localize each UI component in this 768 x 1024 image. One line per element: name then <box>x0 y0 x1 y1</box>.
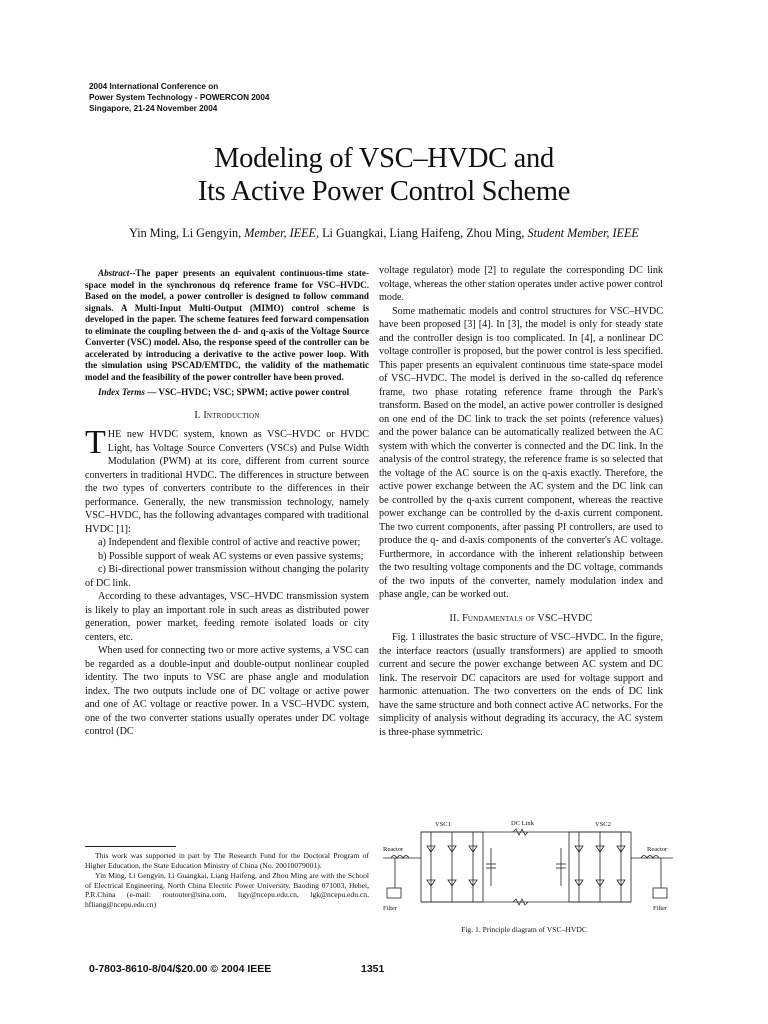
intro-paragraph-2: According to these advantages, VSC–HVDC transmission system is likely to play an important role in such areas as distributed power generation, power market, feeding remote isolated loads or city centers, etc. <box>85 591 369 643</box>
index-terms-text: — VSC–HVDC; VSC; SPWM; active power control <box>144 387 350 397</box>
advantage-c: c) Bi-directional power transmission without changing the polarity of DC link. <box>85 564 369 589</box>
left-column <box>85 264 369 739</box>
right-column <box>379 264 663 739</box>
right-filter-label: Filter <box>653 905 668 912</box>
left-reactor-label: Reactor <box>383 846 404 853</box>
intro-paragraph-1-text: HE new HVDC system, known as VSC–HVDC or HVDC Light, has Voltage Source Converters (VSCs) and Pulse Width Modulation (PWM) at its core, different from current source converters in traditional HVDC. The differences in structure between the two types of converters contribute to the differences in their performance. Generally, the new transmission technology, namely VSC–HVDC, has the following advantages compared with traditional HVDC [1]: <box>85 429 369 535</box>
paper-title <box>0 142 768 208</box>
page-number: 1351 <box>361 963 385 975</box>
student-affiliation: Student Member, IEEE <box>527 226 639 240</box>
section-1-heading: I. Introduction <box>194 409 260 421</box>
title-line-2: Its Active Power Control Scheme <box>197 176 571 207</box>
footnote-divider <box>85 846 176 847</box>
author-affiliation-footnote: Yin Ming, Li Gengyin, Li Guangkai, Liang Haifeng, and Zhou Ming are with the School of Electrical Engineering, North China Electric Power University, Baoding 071003, Hebei, P.R.China (e-mail: routouter@sina.com, ligy@ncepu.edu.cn, lgk@ncepu.edu.cn, hfliang@ncepu.edu.cn) <box>85 871 369 909</box>
section-2-heading: II. Fundamentals of VSC–HVDC <box>449 612 593 624</box>
fundamentals-paragraph: Fig. 1 illustrates the basic structure of VSC–HVDC. In the figure, the interface reactors (usually transformers) are applied to smooth current and secure the power exchange between AC system and DC link. The reservoir DC capacitors are used for voltage support and harmonic attenuation. The two converters on the ends of DC link have the same structure and both connect active AC networks. For the simplicity of analysis without degrading its accuracy, the AC system is three-phase symmetric. <box>379 632 663 738</box>
conference-line-3: Singapore, 21-24 November 2004 <box>89 104 218 113</box>
copyright-line: 0-7803-8610-8/04/$20.00 © 2004 IEEE <box>89 963 272 975</box>
vsc1-label: VSC1 <box>435 821 451 828</box>
intro-paragraph-3: When used for connecting two or more active systems, a VSC can be regarded as a double-input and double-output nonlinear coupled identity. The two inputs to VSC are phase angle and modulation index. The two outputs include one of DC voltage or active power and one of AC voltage or reactive power. In a VSC–HVDC system, one of the two converter stations usually operates under DC voltage control (DC <box>85 645 369 737</box>
index-terms-label: Index Terms <box>98 387 145 397</box>
index-terms <box>85 387 369 399</box>
member-affiliation: Member, IEEE <box>244 226 316 240</box>
advantage-a: a) Independent and flexible control of active and reactive power; <box>98 537 361 548</box>
right-reactor-label: Reactor <box>647 846 668 853</box>
intro-paragraph-1 <box>85 424 369 536</box>
conference-line-2: Power System Technology - POWERCON 2004 <box>89 93 270 102</box>
advantage-b: b) Possible support of weak AC systems or even passive systems; <box>98 550 364 562</box>
figure-1-diagram <box>383 818 673 916</box>
footnotes <box>85 851 369 911</box>
abstract-label: Abstract <box>98 268 130 278</box>
vsc2-label: VSC2 <box>595 821 611 828</box>
vsc-hvdc-circuit-diagram <box>383 818 673 916</box>
conference-info <box>89 81 269 114</box>
left-filter-label: Filter <box>383 905 398 912</box>
author-names-1: Yin Ming, Li Gengyin, <box>129 226 245 240</box>
abstract-text: --The paper presents an equivalent continuous-time state-space model in the synchronous dq reference frame for VSC–HVDC. Based on the model, a power controller is designed to follow command signals. A Multi-Input Multi-Output (MIMO) control scheme is developed in the paper. The scheme features feed forward compensation to eliminate the coupling between the d- and q-axis of the Voltage Source Converter (VSC) model. Also, the response speed of the controller can be accelerated by introducing a derivative to the active power loop. With the simulation using PSCAD/EMTDC, the validity of the mathematic model and the feasibility of the power controller have been proved. <box>85 268 369 382</box>
dc-link-label: DC Link <box>511 820 534 827</box>
conference-line-1: 2004 International Conference on <box>89 82 219 91</box>
drop-cap: T <box>85 424 106 461</box>
author-names-2: , Li Guangkai, Liang Haifeng, Zhou Ming, <box>315 226 528 240</box>
abstract <box>85 268 369 383</box>
author-line <box>0 226 768 241</box>
right-paragraph-0: voltage regulator) mode [2] to regulate the corresponding DC link voltage, whereas the other station operates under active power control mode. <box>379 265 663 303</box>
right-paragraph-1: Some mathematic models and control structures for VSC–HVDC have been proposed [3] [4]. In [3], the model is only for steady state and the controller design is too complicated. In [4], a nonlinear DC voltage controller is proposed, but the power control is less specified. This paper presents an equivalent continuous time state-space model of VSC–HVDC. The model is derived in the so-called dq reference frame, two phase rotating reference frame through the Park's transform. Based on the model, an active power controller is designed on one end of the DC link to track the set points (reference values) and the power balance can be automatically realized between the AC system with which the converter is connected and the DC link. In the analysis of the control strategy, the reference frame is so selected that the voltage of the AC source is on the q-axis exactly. Therefore, the active power exchange between the AC system and the DC link can be controlled by the q-axis current component, whereas the reactive power exchange can be controlled by the d-axis current component. The two current components, after passing PI controllers, are used to produce the q- and d-axis components of the converter's AC voltage. Furthermore, in accordance with the inherent relationship between the two resulting voltage components and the DC voltage, commands of the two inputs of the converter, namely modulation index and phase angle, can be worked out. <box>379 305 663 600</box>
figure-caption: Fig. 1. Principle diagram of VSC–HVDC <box>461 925 587 934</box>
title-line-1: Modeling of VSC–HVDC and <box>214 143 554 174</box>
funding-footnote: This work was supported in part by The Research Fund for the Doctoral Program of Higher Education, the State Education Ministry of China (No. 20010079001). <box>85 851 369 870</box>
